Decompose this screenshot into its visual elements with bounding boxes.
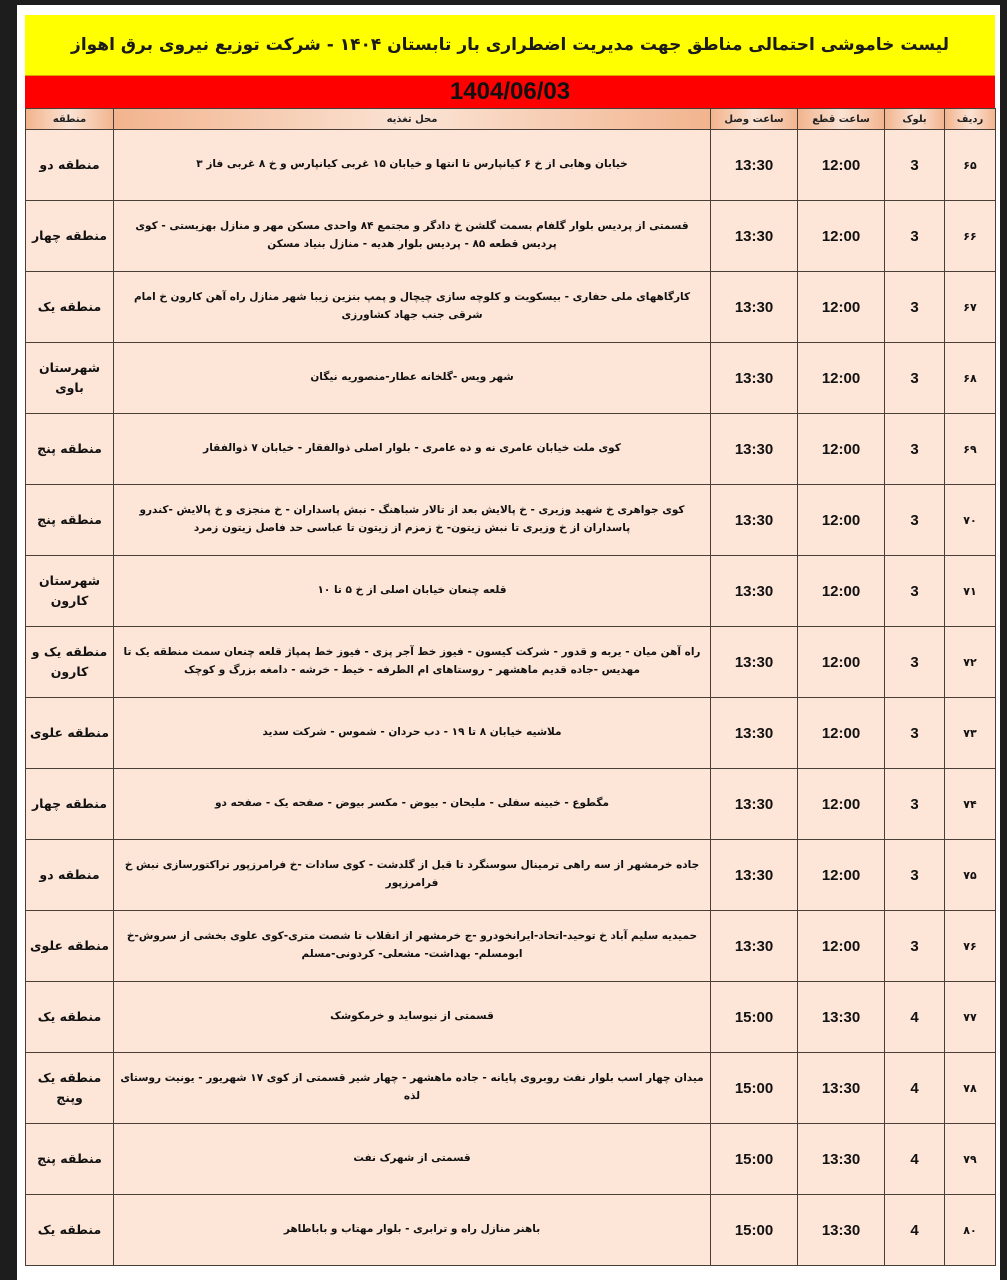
restore-time: 13:30: [711, 201, 798, 272]
outage-table: [25, 108, 996, 1266]
table-row: [26, 1195, 996, 1266]
table-row: [26, 556, 996, 627]
block-number: 4: [885, 1195, 945, 1266]
restore-time: 13:30: [711, 130, 798, 201]
block-number: 3: [885, 627, 945, 698]
table-row: [26, 130, 996, 201]
row-number: ۷۸: [945, 1053, 996, 1124]
document-title: لیست خاموشی احتمالی مناطق جهت مدیریت اضطراری بار تابستان ۱۴۰۴ - شرکت توزیع نیروی برق اهواز: [71, 35, 949, 55]
cut-time: 13:30: [798, 1124, 885, 1195]
cut-time: 12:00: [798, 840, 885, 911]
feed-location: کوی جواهری خ شهید وزیری - خ پالایش بعد از تالار شباهنگ - نبش پاسداران - خ منجزی و خ پالایش -کندرو پاسداران از خ وزیری تا نبش زیتون- خ زمزم از زیتون تا عباسی حد فاصل زیتون زمرد: [114, 485, 711, 556]
block-number: 3: [885, 414, 945, 485]
feed-location: مگطوع - خبینه سفلی - ملیحان - بیوض - مکسر بیوض - صفحه یک - صفحه دو: [114, 769, 711, 840]
block-number: 3: [885, 130, 945, 201]
table-row: [26, 698, 996, 769]
feed-location: جاده خرمشهر از سه راهی ترمینال سوسنگرد تا قبل از گلدشت - کوی سادات -خ فرامرزپور تراکتورسازی نبش خ فرامرزپور: [114, 840, 711, 911]
region-name: منطقه علوی: [26, 911, 114, 982]
block-number: 3: [885, 698, 945, 769]
cut-time: 12:00: [798, 556, 885, 627]
row-number: ۷۵: [945, 840, 996, 911]
block-number: 3: [885, 911, 945, 982]
feed-location: باهنر منازل راه و ترابری - بلوار مهتاب و باباطاهر: [114, 1195, 711, 1266]
restore-time: 15:00: [711, 982, 798, 1053]
cut-time: 12:00: [798, 201, 885, 272]
block-number: 3: [885, 769, 945, 840]
restore-time: 13:30: [711, 343, 798, 414]
cut-time: 12:00: [798, 414, 885, 485]
block-number: 3: [885, 272, 945, 343]
feed-location: کوی ملت خیابان عامری نه و ده عامری - بلوار اصلی ذوالفقار - خیابان ۷ ذوالفقار: [114, 414, 711, 485]
title-banner: [25, 15, 995, 76]
region-name: منطقه علوی: [26, 698, 114, 769]
region-name: شهرستان کارون: [26, 556, 114, 627]
region-name: منطقه پنج: [26, 485, 114, 556]
feed-location: کارگاههای ملی حفاری - بیسکویت و کلوچه سازی چیچال و پمپ بنزین زیبا شهر منازل راه آهن کارون خ امام شرقی جنب جهاد کشاورزی: [114, 272, 711, 343]
header-cut-time: ساعت قطع: [798, 109, 885, 130]
region-name: منطقه دو: [26, 840, 114, 911]
cut-time: 13:30: [798, 1195, 885, 1266]
region-name: منطقه یک و کارون: [26, 627, 114, 698]
restore-time: 13:30: [711, 840, 798, 911]
row-number: ۷۰: [945, 485, 996, 556]
row-number: ۶۸: [945, 343, 996, 414]
header-row-no: ردیف: [945, 109, 996, 130]
block-number: 3: [885, 840, 945, 911]
block-number: 3: [885, 201, 945, 272]
table-row: [26, 840, 996, 911]
outage-schedule-sheet: [25, 15, 995, 1266]
feed-location: حمیدیه سلیم آباد خ توحید-اتحاد-ایرانخودرو -ج خرمشهر از انقلاب تا شصت متری-کوی علوی بخشی از سروش-خ ابومسلم- بهداشت- مشعلی- کردونی-مسلم: [114, 911, 711, 982]
restore-time: 13:30: [711, 769, 798, 840]
cut-time: 12:00: [798, 769, 885, 840]
region-name: منطقه یک: [26, 1195, 114, 1266]
region-name: منطقه پنج: [26, 1124, 114, 1195]
feed-location: خیابان وهابی از خ ۶ کیانپارس تا انتها و خیابان ۱۵ غربی کیانپارس و خ ۸ غربی فاز ۳: [114, 130, 711, 201]
table-row: [26, 201, 996, 272]
region-name: منطقه یک وپنج: [26, 1053, 114, 1124]
region-name: منطقه یک: [26, 272, 114, 343]
feed-location: قسمتی از شهرک نفت: [114, 1124, 711, 1195]
region-name: شهرستان باوی: [26, 343, 114, 414]
feed-location: قسمتی از پردیس بلوار گلفام بسمت گلشن خ دادگر و مجتمع ۸۴ واحدی مسکن مهر و منازل بهزیستی - کوی پردیس قطعه ۸۵ - پردیس بلوار هدیه - منازل بنیاد مسکن: [114, 201, 711, 272]
table-row: [26, 1053, 996, 1124]
restore-time: 15:00: [711, 1195, 798, 1266]
feed-location: شهر ویس -گلخانه عطار-منصوریه نیگان: [114, 343, 711, 414]
block-number: 3: [885, 556, 945, 627]
block-number: 4: [885, 1124, 945, 1195]
header-region: منطقه: [26, 109, 114, 130]
header-location: محل تغذیه: [114, 109, 711, 130]
header-block: بلوک: [885, 109, 945, 130]
restore-time: 15:00: [711, 1053, 798, 1124]
table-row: [26, 911, 996, 982]
cut-time: 12:00: [798, 698, 885, 769]
row-number: ۶۵: [945, 130, 996, 201]
row-number: ۷۶: [945, 911, 996, 982]
restore-time: 13:30: [711, 556, 798, 627]
date-band: [25, 76, 995, 108]
restore-time: 13:30: [711, 627, 798, 698]
restore-time: 13:30: [711, 485, 798, 556]
header-restore-time: ساعت وصل: [711, 109, 798, 130]
restore-time: 13:30: [711, 272, 798, 343]
row-number: ۷۲: [945, 627, 996, 698]
table-row: [26, 627, 996, 698]
table-row: [26, 414, 996, 485]
document-page: [17, 5, 1000, 1280]
row-number: ۶۷: [945, 272, 996, 343]
restore-time: 15:00: [711, 1124, 798, 1195]
table-row: [26, 769, 996, 840]
row-number: ۷۱: [945, 556, 996, 627]
table-row: [26, 485, 996, 556]
table-row: [26, 982, 996, 1053]
feed-location: قلعه چنعان خیابان اصلی از خ ۵ تا ۱۰: [114, 556, 711, 627]
table-row: [26, 272, 996, 343]
feed-location: راه آهن میان - یربه و قدور - شرکت کیسون - فیوز خط آجر پزی - فیوز خط پمپاژ قلعه چنعان سمت منطقه یک تا مهدیس -جاده قدیم ماهشهر - روستاهای ام الطرفه - خیط - خرشه - دامغه بزرگ و کوچک: [114, 627, 711, 698]
cut-time: 12:00: [798, 911, 885, 982]
row-number: ۷۷: [945, 982, 996, 1053]
table-row: [26, 1124, 996, 1195]
restore-time: 13:30: [711, 911, 798, 982]
row-number: ۸۰: [945, 1195, 996, 1266]
row-number: ۷۹: [945, 1124, 996, 1195]
block-number: 4: [885, 982, 945, 1053]
region-name: منطقه یک: [26, 982, 114, 1053]
cut-time: 13:30: [798, 982, 885, 1053]
schedule-date: 1404/06/03: [449, 78, 571, 105]
region-name: منطقه چهار: [26, 201, 114, 272]
cut-time: 12:00: [798, 485, 885, 556]
feed-location: قسمتی از نیوساید و خرمکوشک: [114, 982, 711, 1053]
block-number: 3: [885, 485, 945, 556]
feed-location: ملاشیه خیابان ۸ تا ۱۹ - دب حردان - شموس - شرکت سدید: [114, 698, 711, 769]
block-number: 4: [885, 1053, 945, 1124]
cut-time: 12:00: [798, 272, 885, 343]
row-number: ۷۴: [945, 769, 996, 840]
region-name: منطقه چهار: [26, 769, 114, 840]
region-name: منطقه پنج: [26, 414, 114, 485]
row-number: ۶۹: [945, 414, 996, 485]
table-row: [26, 343, 996, 414]
restore-time: 13:30: [711, 698, 798, 769]
row-number: ۷۳: [945, 698, 996, 769]
feed-location: میدان چهار اسب بلوار نفت روبروی پایانه - جاده ماهشهر - چهار شیر قسمتی از کوی ۱۷ شهریور - یونیت روستای لذه: [114, 1053, 711, 1124]
row-number: ۶۶: [945, 201, 996, 272]
cut-time: 12:00: [798, 627, 885, 698]
restore-time: 13:30: [711, 414, 798, 485]
block-number: 3: [885, 343, 945, 414]
table-header-row: [26, 109, 996, 130]
cut-time: 12:00: [798, 343, 885, 414]
region-name: منطقه دو: [26, 130, 114, 201]
cut-time: 13:30: [798, 1053, 885, 1124]
cut-time: 12:00: [798, 130, 885, 201]
